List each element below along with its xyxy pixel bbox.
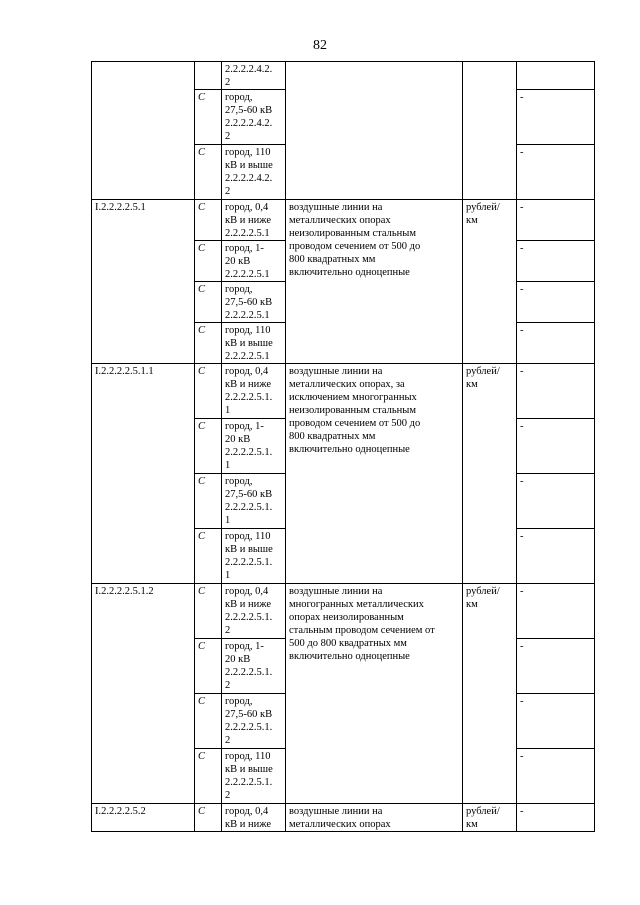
letter-cell: С (195, 200, 222, 241)
letter-cell (195, 62, 222, 90)
letter-cell: С (195, 804, 222, 832)
voltage-cell: город, 27,5-60 кВ 2.2.2.2.4.2. 2 (222, 90, 286, 145)
value-cell: - (517, 584, 595, 639)
table-row (92, 62, 595, 90)
value-cell: - (517, 364, 595, 419)
voltage-cell: город, 0,4 кВ и ниже 2.2.2.2.5.1. 1 (222, 364, 286, 419)
value-cell: - (517, 694, 595, 749)
value-cell: - (517, 749, 595, 804)
voltage-cell: город, 110 кВ и выше 2.2.2.2.5.1 (222, 323, 286, 364)
letter-cell: С (195, 282, 222, 323)
letter-cell: С (195, 241, 222, 282)
letter-cell: С (195, 584, 222, 639)
value-cell: - (517, 419, 595, 474)
value-cell: - (517, 474, 595, 529)
letter-cell: С (195, 323, 222, 364)
code-cell: I.2.2.2.2.5.1.1 (92, 364, 195, 584)
code-cell (92, 62, 195, 200)
voltage-cell: город, 0,4 кВ и ниже 2.2.2.2.5.1. 2 (222, 584, 286, 639)
value-cell: - (517, 241, 595, 282)
voltage-cell: город, 27,5-60 кВ 2.2.2.2.5.1 (222, 282, 286, 323)
voltage-cell: город, 110 кВ и выше 2.2.2.2.5.1. 1 (222, 529, 286, 584)
voltage-cell: город, 0,4 кВ и ниже 2.2.2.2.5.1 (222, 200, 286, 241)
voltage-cell: город, 1- 20 кВ 2.2.2.2.5.1. 2 (222, 639, 286, 694)
voltage-cell: 2.2.2.2.4.2. 2 (222, 62, 286, 90)
letter-cell: С (195, 474, 222, 529)
page-number: 82 (313, 38, 327, 53)
voltage-cell: город, 27,5-60 кВ 2.2.2.2.5.1. 1 (222, 474, 286, 529)
value-cell (517, 62, 595, 90)
value-cell: - (517, 323, 595, 364)
table-row (92, 364, 595, 419)
table-row (92, 200, 595, 241)
value-cell: - (517, 639, 595, 694)
description-cell: воздушные линии на металлических опорах (286, 804, 463, 832)
letter-cell: С (195, 419, 222, 474)
description-cell (286, 62, 463, 200)
letter-cell: С (195, 639, 222, 694)
table-row (92, 804, 595, 832)
code-cell: I.2.2.2.2.5.1.2 (92, 584, 195, 804)
unit-cell: рублей/ км (463, 804, 517, 832)
letter-cell: С (195, 145, 222, 200)
letter-cell: С (195, 90, 222, 145)
code-cell: I.2.2.2.2.5.2 (92, 804, 195, 832)
value-cell: - (517, 282, 595, 323)
description-cell: воздушные линии на металлических опорах, за исключением многогранных неизолированным стальным проводом сечением от 500 до 800 квадратных мм включительно одноцепные (286, 364, 463, 584)
voltage-cell: город, 110 кВ и выше 2.2.2.2.5.1. 2 (222, 749, 286, 804)
voltage-cell: город, 27,5-60 кВ 2.2.2.2.5.1. 2 (222, 694, 286, 749)
code-cell: I.2.2.2.2.5.1 (92, 200, 195, 364)
table-row (92, 584, 595, 639)
value-cell: - (517, 200, 595, 241)
value-cell: - (517, 145, 595, 200)
unit-cell (463, 62, 517, 200)
voltage-cell: город, 1- 20 кВ 2.2.2.2.5.1 (222, 241, 286, 282)
value-cell: - (517, 804, 595, 832)
value-cell: - (517, 90, 595, 145)
voltage-cell: город, 110 кВ и выше 2.2.2.2.4.2. 2 (222, 145, 286, 200)
description-cell: воздушные линии на многогранных металлических опорах неизолированным стальным проводом сечением от 500 до 800 квадратных мм включительно одноцепные (286, 584, 463, 804)
letter-cell: С (195, 694, 222, 749)
unit-cell: рублей/ км (463, 584, 517, 804)
value-cell: - (517, 529, 595, 584)
description-cell: воздушные линии на металлических опорах неизолированным стальным проводом сечением от 500 до 800 квадратных мм включительно одноцепные (286, 200, 463, 364)
letter-cell: С (195, 364, 222, 419)
voltage-cell: город, 1- 20 кВ 2.2.2.2.5.1. 1 (222, 419, 286, 474)
unit-cell: рублей/ км (463, 364, 517, 584)
unit-cell: рублей/ км (463, 200, 517, 364)
voltage-cell: город, 0,4 кВ и ниже (222, 804, 286, 832)
tariff-table (91, 61, 595, 832)
letter-cell: С (195, 529, 222, 584)
letter-cell: С (195, 749, 222, 804)
